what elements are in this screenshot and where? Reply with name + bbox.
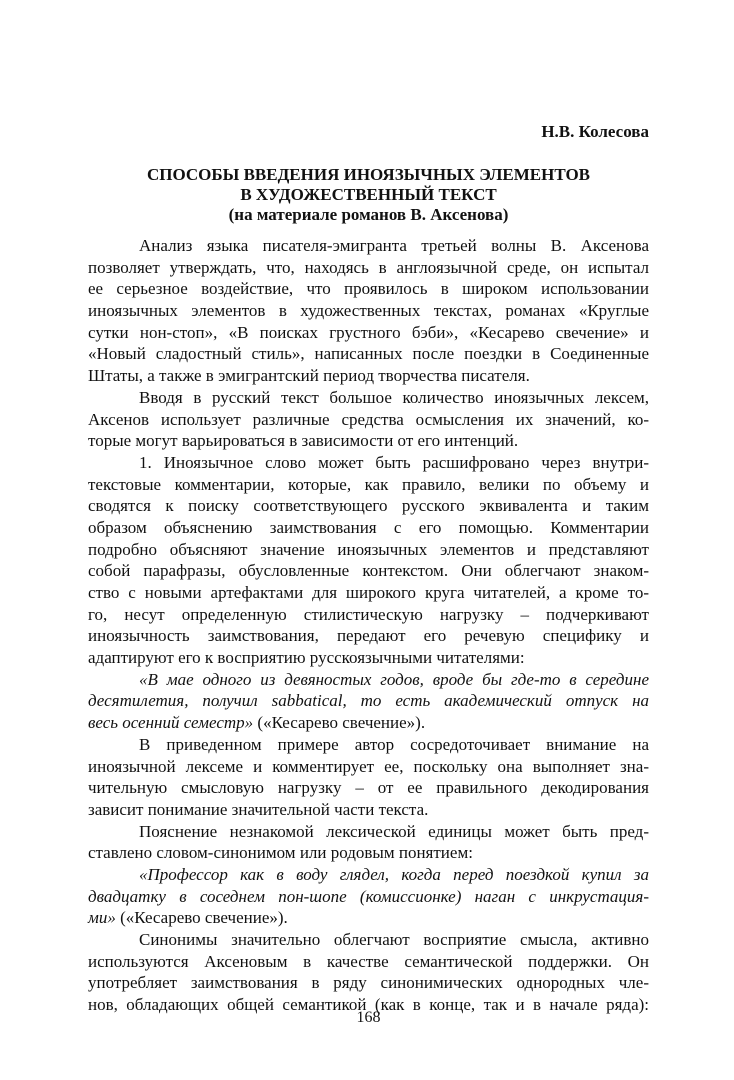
quote-text: десятилетия, получил sabbatical, то есть академический отпуск на xyxy=(88,691,649,711)
text-line xyxy=(88,278,649,300)
text-line xyxy=(88,669,649,691)
text-line xyxy=(88,864,649,886)
article-title xyxy=(88,165,649,225)
text-line xyxy=(88,886,649,908)
body-text: Штаты, а также в эмигрантский период творчества писателя. xyxy=(88,366,530,386)
text-line xyxy=(88,517,649,539)
body-text: чительную смысловую нагрузку – от ее правильного декодирования xyxy=(88,778,649,798)
body-text: адаптируют его к восприятию русскоязычными читателями: xyxy=(88,648,525,668)
text-line xyxy=(88,322,649,344)
body-text: Анализ языка писателя-эмигранта третьей волны В. Аксенова xyxy=(139,236,649,255)
text-line xyxy=(88,343,649,365)
text-line xyxy=(88,430,649,452)
body-text: «Новый сладостный стиль», написанных после поездки в Соединенные xyxy=(88,344,649,364)
text-line xyxy=(88,257,649,279)
text-line xyxy=(88,387,649,409)
body-text: Синонимы значительно облегчают восприятие смысла, активно xyxy=(139,930,649,949)
text-line xyxy=(88,821,649,843)
body-text: зависит понимание значительной части текста. xyxy=(88,799,429,819)
text-line xyxy=(88,625,649,647)
text-line xyxy=(88,539,649,561)
body-text: иноязычность заимствования, передают его речевую специфику и xyxy=(88,626,649,646)
body-text: го, несут определенную стилистическую нагрузку – подчеркивают xyxy=(88,604,649,624)
text-line xyxy=(88,365,649,387)
body-text: Аксенов использует различные средства осмысления их значений, ко- xyxy=(88,409,649,429)
body-text: В приведенном примере автор сосредоточивает внимание на xyxy=(139,734,649,754)
text-line xyxy=(88,300,649,322)
body-text: Вводя в русский текст большое количество иноязычных лексем, xyxy=(139,387,649,407)
text-line xyxy=(88,474,649,496)
text-line xyxy=(88,452,649,474)
body-text: торые могут варьироваться в зависимости от его интенций. xyxy=(88,431,519,451)
text-line xyxy=(88,951,649,973)
body-text: собой парафразы, обусловленные контекстом. Они облегчают знаком- xyxy=(88,561,649,581)
body-text: нов, обладающих общей семантикой (как в конце, так и в начале ряда): xyxy=(88,995,649,1015)
text-line xyxy=(88,972,649,994)
body-text: («Кесарево свечение»). xyxy=(115,908,288,928)
quote-text: ми» xyxy=(88,908,116,928)
title-line-3: (на материале романов В. Аксенова) xyxy=(228,205,509,224)
text-line xyxy=(88,929,649,951)
body-text: иноязычной лексеме и комментирует ее, поскольку она выполняет зна- xyxy=(88,756,649,776)
body-text: ство с новыми артефактами для широкого круга читателей, а кроме то- xyxy=(88,583,649,602)
text-line xyxy=(88,409,649,431)
body-text: сутки нон-стоп», «В поисках грустного бэби», «Кесарево свечение» и xyxy=(88,322,649,342)
body-text: ее серьезное воздействие, что проявилось в широком использовании xyxy=(88,279,649,299)
title-line-2: В ХУДОЖЕСТВЕННЫЙ ТЕКСТ xyxy=(240,185,497,204)
body-text: подробно объясняют значение иноязычных элементов и представляют xyxy=(88,539,649,559)
body-text: употребляет заимствования в ряду синонимических однородных чле- xyxy=(88,973,649,993)
text-line xyxy=(88,690,649,712)
text-line xyxy=(88,604,649,626)
body-text: Пояснение незнакомой лексической единицы может быть пред- xyxy=(139,821,649,841)
body-text: ставлено словом-синонимом или родовым понятием: xyxy=(88,843,473,863)
body-text: («Кесарево свечение»). xyxy=(253,713,426,733)
text-line xyxy=(88,756,649,778)
text-line xyxy=(88,235,649,257)
text-line xyxy=(88,560,649,582)
text-line xyxy=(88,799,649,821)
article-body xyxy=(88,235,649,1016)
title-line-1: СПОСОБЫ ВВЕДЕНИЯ ИНОЯЗЫЧНЫХ ЭЛЕМЕНТОВ xyxy=(146,165,591,184)
page-number: 168 xyxy=(356,1009,381,1026)
text-line xyxy=(88,734,649,756)
text-line xyxy=(88,495,649,517)
text-line xyxy=(88,842,649,864)
body-text: позволяет утверждать, что, находясь в англоязычной среде, он испытал xyxy=(88,257,649,277)
quote-text: весь осенний семестр» xyxy=(88,713,254,733)
body-text: используются Аксеновым в качестве семантической поддержки. Он xyxy=(88,951,649,971)
body-text: сводятся к поиску соответствующего русского эквивалента и таким xyxy=(88,496,649,516)
text-line xyxy=(88,777,649,799)
text-line xyxy=(88,712,649,734)
text-line xyxy=(88,582,649,604)
quote-text: двадцатку в соседнем пон-шопе (комиссионке) наган с инкрустация- xyxy=(88,886,649,906)
text-line xyxy=(88,907,649,929)
body-text: иноязычных элементов в художественных текстах, романах «Круглые xyxy=(88,301,649,321)
body-text: 1. Иноязычное слово может быть расшифровано через внутри- xyxy=(139,452,649,472)
quote-text: «Профессор как в воду глядел, когда перед поездкой купил за xyxy=(139,864,649,884)
body-text: текстовые комментарии, которые, как правило, велики по объему и xyxy=(88,474,649,494)
author-name: Н.В. Колесова xyxy=(541,122,649,141)
text-line xyxy=(88,647,649,669)
quote-text: «В мае одного из девяностых годов, вроде бы где-то в середине xyxy=(139,669,649,689)
body-text: образом объяснению заимствования с его помощью. Комментарии xyxy=(88,517,649,537)
